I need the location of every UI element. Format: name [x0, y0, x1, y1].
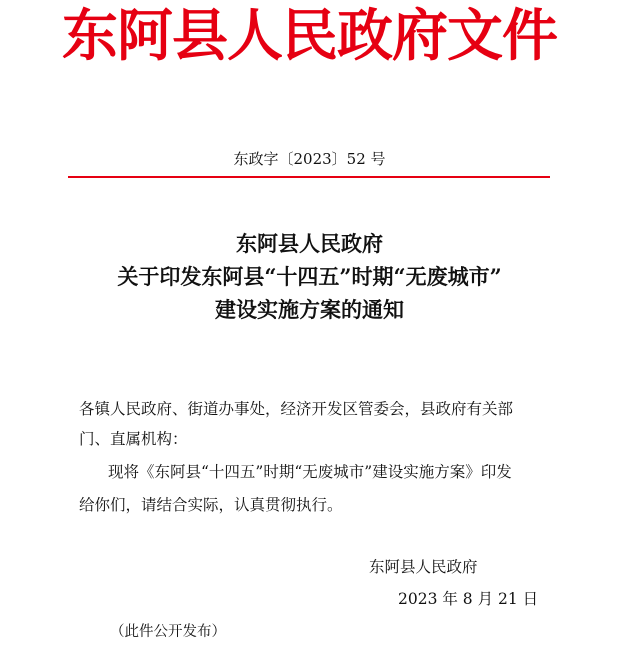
recipients-line-1: 各镇人民政府、街道办事处，经济开发区管委会，县政府有关部	[79, 400, 514, 418]
document-number: 东政字〔2023〕52 号	[233, 150, 386, 168]
content-line-2: 给你们，请结合实际，认真贯彻执行。	[79, 496, 343, 514]
masthead-title: 东阿县人民政府文件	[62, 3, 557, 69]
content-line-1: 现将《东阿县“十四五”时期“无废城市”建设实施方案》印发	[108, 463, 512, 481]
signature-date: 2023 年 8 月 21 日	[398, 590, 539, 608]
title-line-2: 关于印发东阿县“十四五”时期“无废城市”	[117, 264, 502, 289]
red-divider-line	[68, 176, 550, 178]
recipients-line-2: 门、直属机构：	[79, 430, 188, 448]
title-line-1: 东阿县人民政府	[236, 231, 383, 256]
disclosure-note: （此件公开发布）	[110, 624, 226, 640]
title-line-3: 建设实施方案的通知	[215, 297, 404, 322]
signature-organization: 东阿县人民政府	[369, 558, 478, 576]
